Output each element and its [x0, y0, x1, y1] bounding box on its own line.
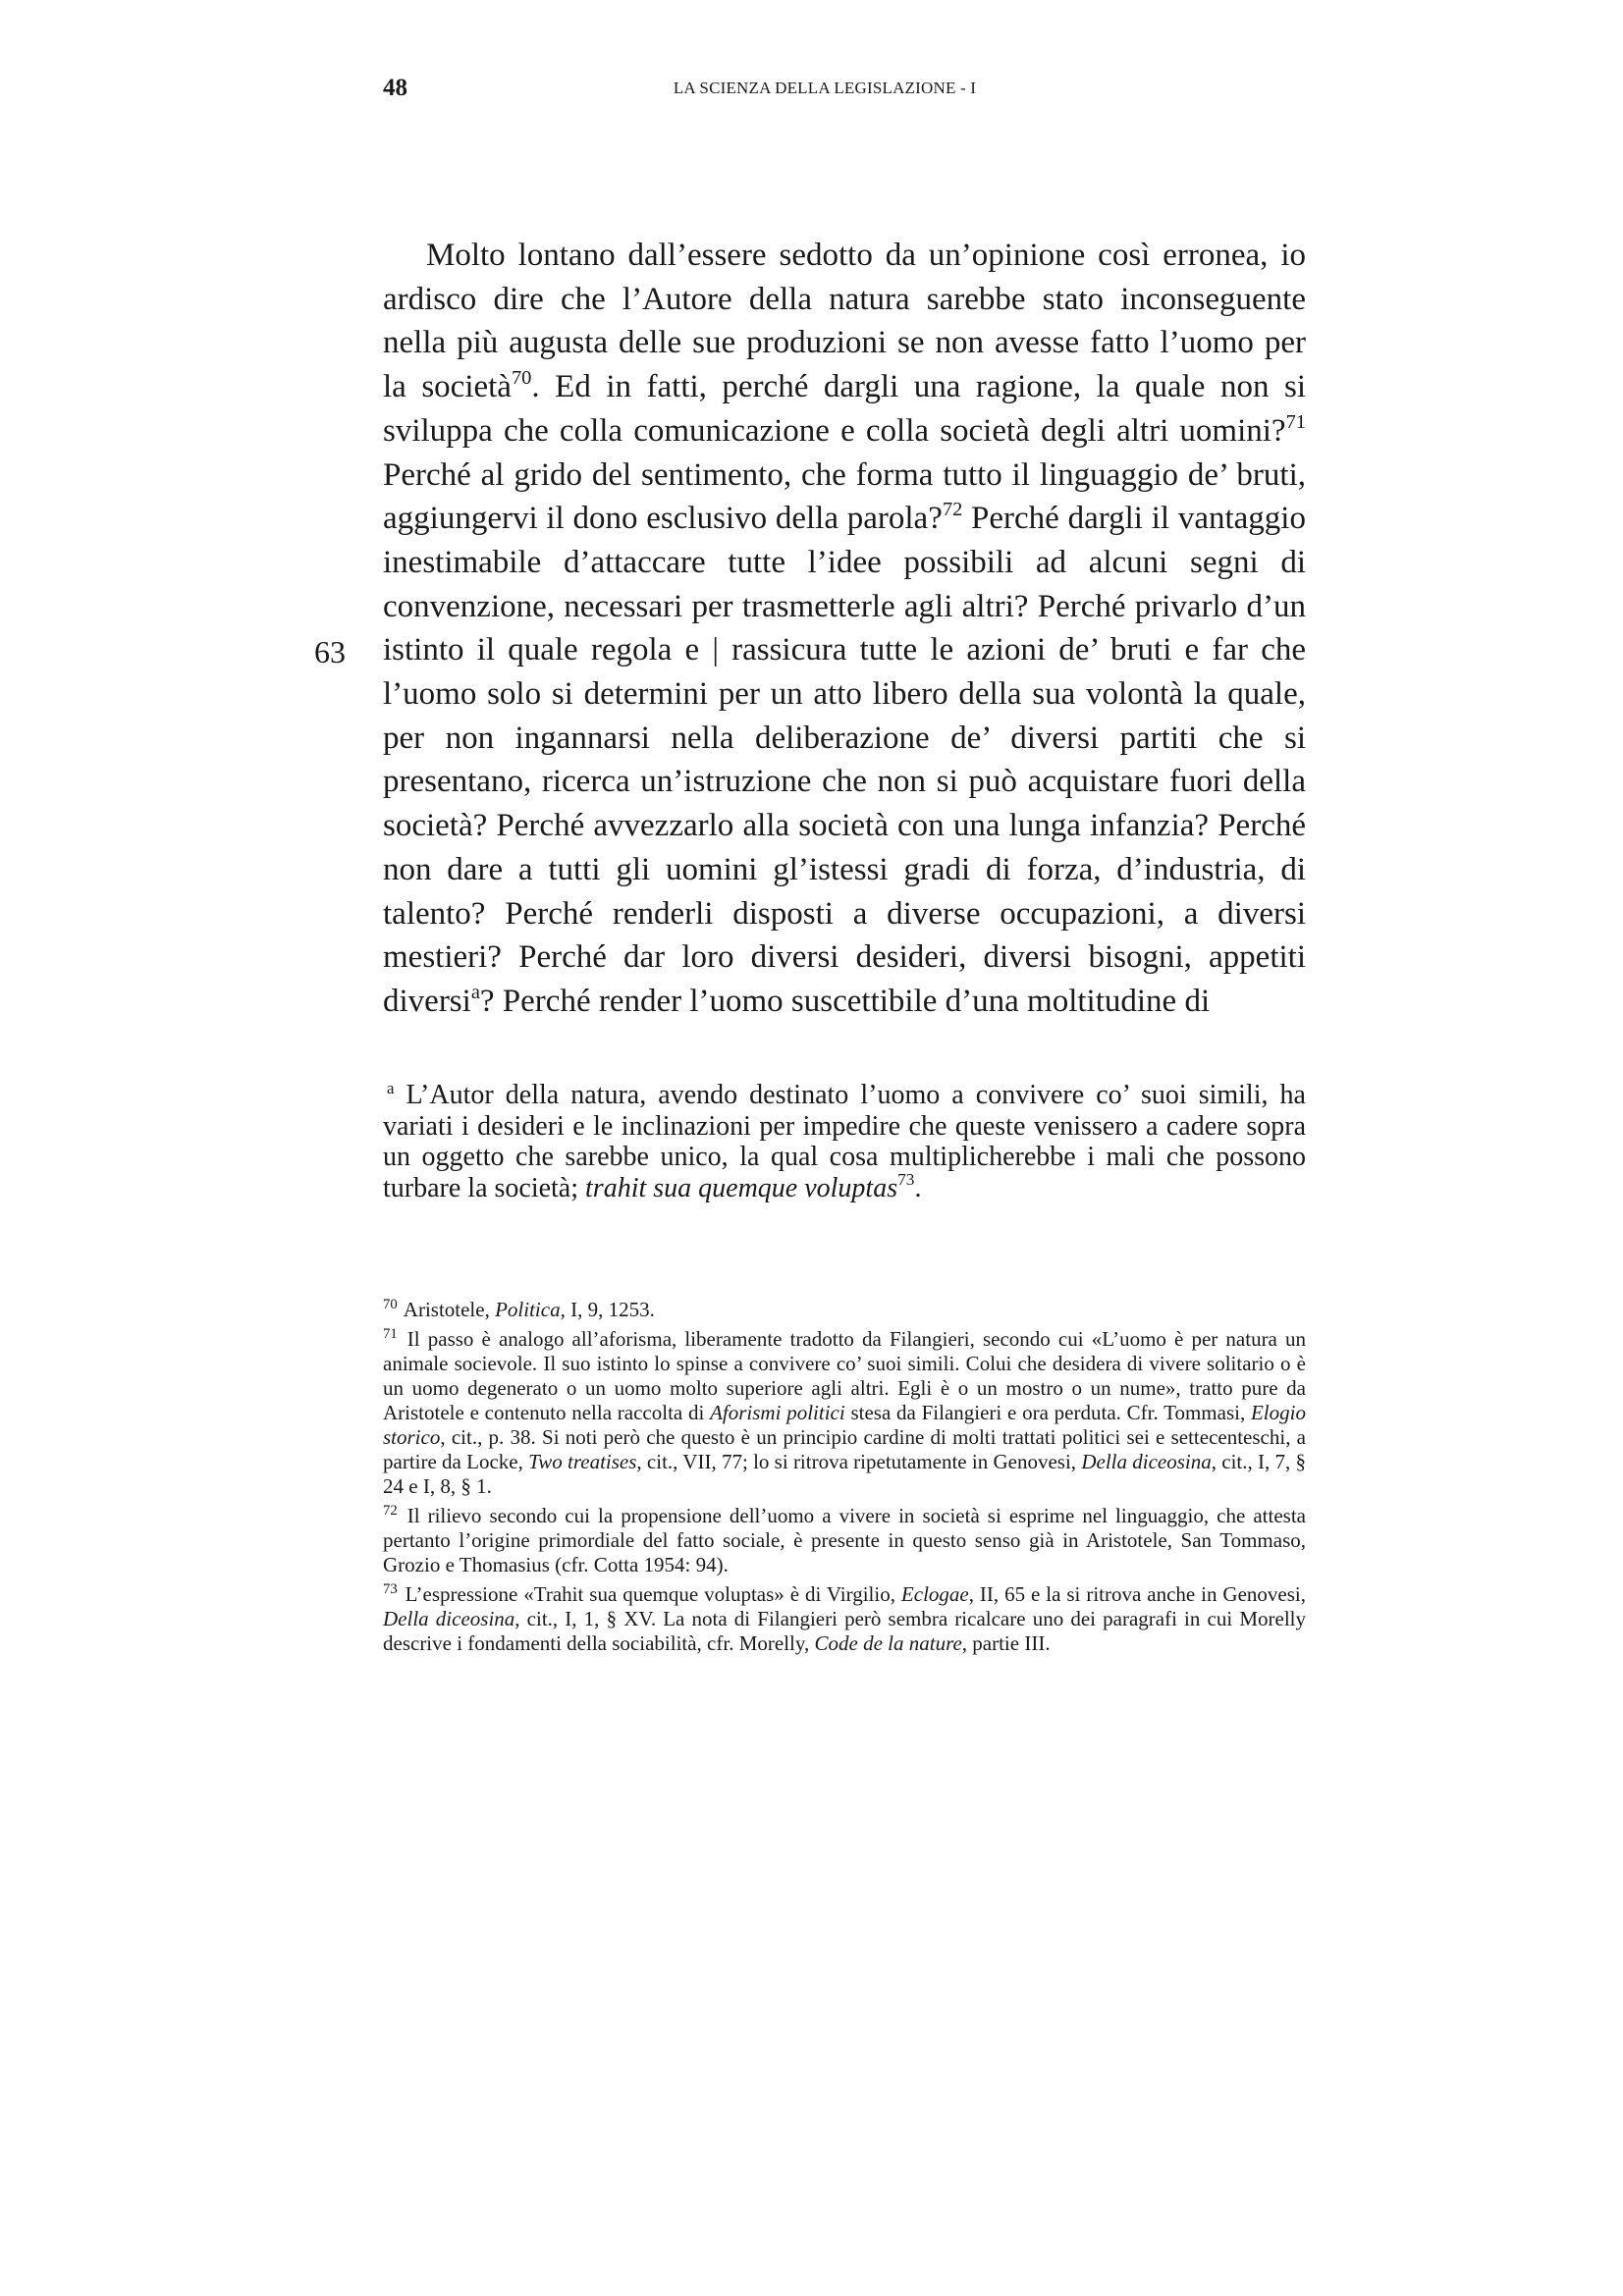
- main-text-segment: Perché dargli il vantaggio inestimabile d’attaccare tutte l’idee possibili ad alcuni segni di convenzione, necessari per trasmetterle agli altri? Perché privarlo d’un istinto il quale regola e | rassicura tutte le azioni de’ bruti e far che l’uomo solo si determini per un atto libero della sua volontà la quale, per non ingannarsi nella deliberazione de’ diversi partiti che si presentano, ricerca un’istruzione che non si può acquistare fuori della società? Perché avvezzarlo alla società con una lunga infanzia? Perché non dare a tutti gli uomini gl’istessi gradi di forza, d’industria, di talento? Perché renderli disposti a diverse occupazioni, a diversi mestieri? Perché dar loro diversi desideri, diversi bisogni, appetiti diversi: [383, 501, 1306, 1019]
- main-text-segment: Perché al grido del sentimento, che forma tutto il linguaggio de’ bruti, aggiungervi il dono esclusivo della parola?: [383, 456, 1306, 537]
- footnote-71: [383, 1327, 1306, 1499]
- footnote-italic: Politica: [495, 1298, 561, 1321]
- footnote-ref-70[interactable]: 70: [511, 367, 532, 390]
- running-title: LA SCIENZA DELLA LEGISLAZIONE - I: [673, 79, 977, 97]
- footnote-text: , I, 9, 1253.: [560, 1298, 655, 1321]
- main-paragraph: [383, 234, 1306, 1024]
- footnote-ref-71[interactable]: 71: [1285, 410, 1306, 433]
- author-note: [383, 1080, 1306, 1203]
- latin-quote: trahit sua quemque voluptas: [585, 1172, 898, 1203]
- main-text-segment: . Ed in fatti, perché dargli una ragione, la quale non si sviluppa che colla comunicazione e colla società degli altri uomini?: [383, 369, 1306, 449]
- footnote-italic: Aforismi politici: [710, 1401, 845, 1424]
- footnote-text: Il passo è analogo all’aforisma, liberamente tradotto da Filangieri, secondo cui «L’uomo è per natura un animale socievole. Il suo istinto lo spinse a convivere co’ suoi simili. Colui che desidera di vivere solitario o è un uomo degenerato o un uomo molto superiore agli altri. Egli è o un mostro o un nume», tratto pure da Aristotele e contenuto nella raccolta di: [383, 1327, 1306, 1424]
- main-text-segment: Molto lontano dall’essere sedotto da un’opinione così erronea, io ardisco dire che l’Autore della natura sarebbe stato inconseguente nella più augusta delle sue produzioni se non avesse fatto l’uomo per la società: [383, 238, 1306, 405]
- footnote-text: Il rilievo secondo cui la propensione dell’uomo a vivere in società si esprime nel linguaggio, che attesta pertanto l’origine primordiale del fatto sociale, è presente in questo senso già in Aristotele, San Tommaso, Grozio e Thomasius (cfr. Cotta 1954: 94).: [383, 1504, 1306, 1576]
- footnote-text: , II, 65 e la si ritrova anche in Genovesi,: [968, 1582, 1306, 1606]
- footnote-text: stesa da Filangieri e ora perduta. Cfr. Tommasi,: [844, 1401, 1251, 1424]
- footnote-text: L’espressione «Trahit sua quemque voluptas» è di Virgilio,: [399, 1582, 901, 1606]
- footnote-number: 70: [383, 1297, 398, 1312]
- footnote-ref-72[interactable]: 72: [942, 499, 963, 521]
- footnote-italic: Elogio storico: [383, 1401, 1306, 1449]
- author-note-end: .: [914, 1172, 922, 1203]
- author-note-text: L’Autor della natura, avendo destinato l’uomo a convivere co’ suoi simili, ha variati i desideri e le inclinazioni per impedire che queste venissero a cadere sopra un oggetto che sarebbe unico, la qual cosa multiplicherebbe i mali che possono turbare la società;: [383, 1080, 1306, 1203]
- footnote-text: , cit., I, 7, § 24 e I, 8, § 1.: [383, 1450, 1307, 1498]
- footnote-number: 72: [383, 1503, 398, 1519]
- footnote-italic: Eclogae: [900, 1582, 969, 1606]
- main-text-segment: ? Perché render l’uomo suscettibile d’una moltitudine di: [479, 983, 1211, 1019]
- author-note-mark: a: [387, 1078, 395, 1097]
- footnote-number: 73: [383, 1581, 398, 1597]
- footnote-italic: Della diceosina: [383, 1607, 515, 1630]
- footnote-text: Aristotele,: [399, 1298, 496, 1321]
- footnote-number: 71: [383, 1326, 398, 1342]
- footnote-ref-73[interactable]: 73: [897, 1170, 915, 1190]
- footnote-70: [383, 1298, 1306, 1322]
- footnote-73: [383, 1582, 1306, 1656]
- footnote-text: , cit., p. 38. Si noti però che questo è un principio cardine di molti trattati politici sei e settecenteschi, a partire da Locke,: [383, 1425, 1306, 1473]
- page-number: 48: [383, 75, 407, 101]
- margin-page-reference: 63: [314, 634, 346, 669]
- footnote-text: , cit., I, 1, § XV. La nota di Filangieri però sembra ricalcare uno dei paragrafi in cui Morelly descrive i fondamenti della sociabilità, cfr. Morelly,: [383, 1607, 1306, 1655]
- note-ref-a[interactable]: a: [470, 981, 480, 1003]
- footnote-text: , cit., VII, 77; lo si ritrova ripetutamente in Genovesi,: [636, 1450, 1082, 1473]
- footnotes-section: [383, 1298, 1306, 1661]
- footnote-italic: Della diceosina: [1081, 1450, 1212, 1473]
- footnote-text: , partie III.: [961, 1631, 1051, 1655]
- footnote-italic: Two treatises: [528, 1450, 637, 1473]
- footnote-72: [383, 1504, 1306, 1577]
- footnote-italic: Code de la nature: [814, 1631, 962, 1655]
